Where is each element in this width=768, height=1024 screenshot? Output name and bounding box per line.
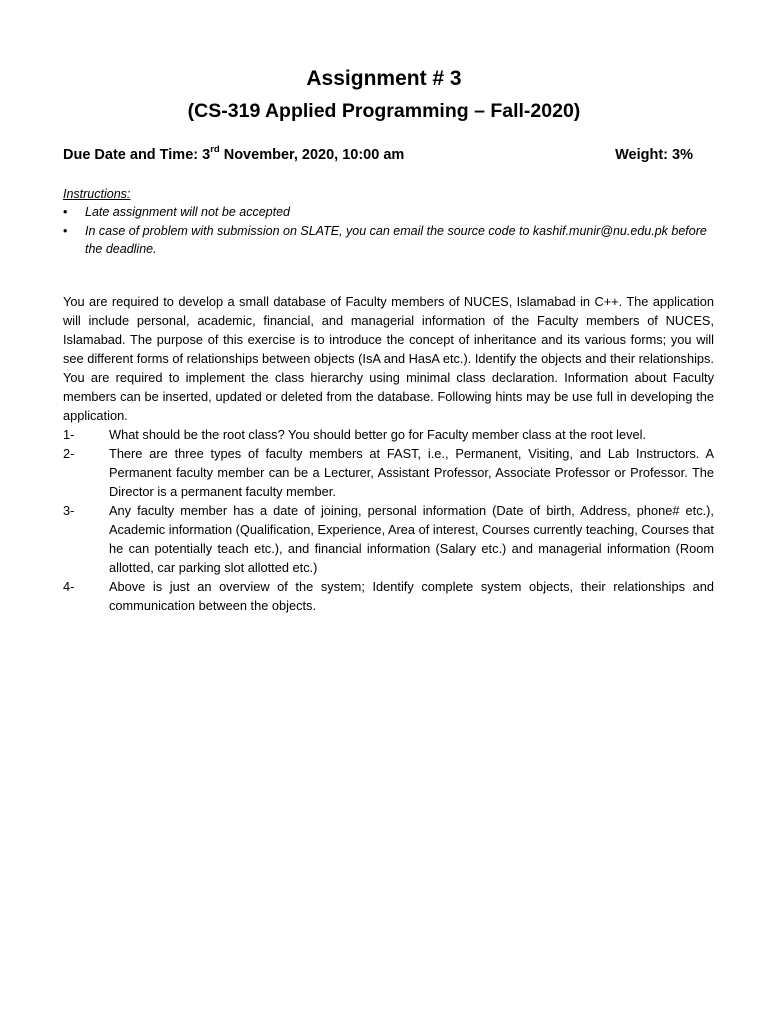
hint-text: There are three types of faculty members at FAST, i.e., Permanent, Visiting, and Lab Instructors. A Permanent faculty member can be a Lecturer, Assistant Professor, Associate Professor or Professor. The Director is a permanent faculty member. — [109, 446, 714, 499]
instructions-list — [63, 203, 715, 259]
instructions-heading: Instructions: — [63, 187, 131, 201]
hint-number: 1- — [63, 427, 75, 442]
hint-number: 3- — [63, 503, 75, 518]
due-date-superscript: rd — [210, 144, 220, 156]
instruction-text: In case of problem with submission on SLATE, you can email the source code to kashif.munir@nu.edu.pk before the deadline. — [85, 223, 707, 256]
bullet-icon: • — [63, 223, 68, 238]
document-title: Assignment # 3 — [306, 67, 462, 90]
hint-text: Any faculty member has a date of joining, personal information (Date of birth, Address, phone# etc.), Academic information (Qualification, Experience, Area of interest, Courses currently teaching, Courses that he can potentially teach etc.), and financial information (Salary etc.) and managerial information (Room allotted, car parking slot allotted etc.) — [109, 503, 714, 575]
hint-item — [63, 577, 714, 615]
weight-label: Weight: 3% — [615, 147, 693, 163]
hint-item — [63, 425, 714, 444]
hint-number: 4- — [63, 579, 75, 594]
instruction-item — [63, 222, 715, 259]
due-date-label — [63, 144, 405, 163]
hint-item — [63, 444, 714, 501]
hints-list — [63, 425, 714, 615]
hint-number: 2- — [63, 446, 75, 461]
body-paragraph: You are required to develop a small database of Faculty members of NUCES, Islamabad in C++. The application will include personal, academic, financial, and managerial information of the Faculty members of NUCES, Islamabad. The purpose of this exercise is to introduce the concept of inheritance and its various forms; you will see different forms of relationships between objects (IsA and HasA etc.). Identify the objects and their relationships. You are required to implement the class hierarchy using minimal class declaration. Information about Faculty members can be inserted, updated or deleted from the database. Following hints may be use full in developing the application. — [63, 294, 714, 423]
due-date-suffix: November, 2020, 10:00 am — [219, 147, 405, 163]
hint-text: Above is just an overview of the system; Identify complete system objects, their relationships and communication between the objects. — [109, 579, 714, 613]
bullet-icon: • — [63, 205, 68, 219]
hint-text: What should be the root class? You should better go for Faculty member class at the root level. — [109, 427, 647, 442]
due-date-row — [63, 145, 693, 165]
document-subtitle: (CS-319 Applied Programming – Fall-2020) — [187, 100, 581, 122]
instruction-text: Late assignment will not be accepted — [85, 205, 290, 219]
instruction-item — [63, 203, 715, 222]
due-date-prefix: Due Date and Time: 3 — [63, 147, 211, 163]
hint-item — [63, 501, 714, 577]
